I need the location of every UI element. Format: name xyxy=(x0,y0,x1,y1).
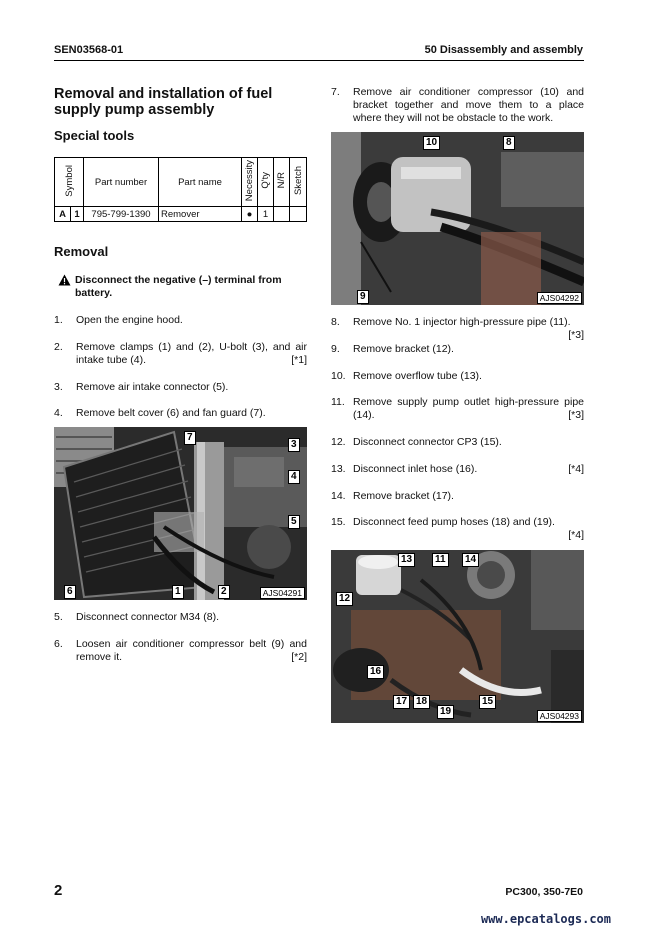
callout-16: 16 xyxy=(367,665,384,679)
page-number: 2 xyxy=(54,882,63,899)
callout-15: 15 xyxy=(479,695,496,709)
callout-12: 12 xyxy=(336,592,353,606)
step-3: 3. Remove air intake connector (5). xyxy=(54,381,229,393)
special-tools-table xyxy=(54,157,307,222)
step-13: 13. Disconnect inlet hose (16). [*4] xyxy=(331,463,584,475)
cell-part-name: Remover xyxy=(159,207,242,222)
callout-10: 10 xyxy=(423,136,440,150)
callout-18: 18 xyxy=(413,695,430,709)
step-1: 1. Open the engine hood. xyxy=(54,314,183,326)
callout-1: 1 xyxy=(172,585,184,599)
callout-9: 9 xyxy=(357,290,369,304)
cell-symbol: A xyxy=(55,207,71,222)
cell-part-number: 795-799-1390 xyxy=(84,207,159,222)
cell-sketch xyxy=(290,207,307,222)
callout-6: 6 xyxy=(64,585,76,599)
cell-nr xyxy=(274,207,290,222)
removal-heading: Removal xyxy=(54,244,109,259)
figure-code: AJS04293 xyxy=(537,710,582,722)
step-10: 10. Remove overflow tube (13). xyxy=(331,370,482,382)
callout-11: 11 xyxy=(432,553,449,567)
step-2: 2. Remove clamps (1) and (2), U-bolt (3), and air intake tube (4). [*1] xyxy=(54,341,307,366)
figure-code: AJS04292 xyxy=(537,292,582,304)
warning-note xyxy=(58,274,308,300)
doc-code: SEN03568-01 xyxy=(54,44,124,56)
callout-7: 7 xyxy=(184,431,196,445)
warning-icon xyxy=(58,274,71,290)
step-14: 14. Remove bracket (17). xyxy=(331,490,454,502)
col-part-name: Part name xyxy=(159,158,242,207)
step-9: 9. Remove bracket (12). xyxy=(331,343,454,355)
special-tools-heading: Special tools xyxy=(54,128,135,143)
warning-text: Disconnect the negative (–) terminal from battery. xyxy=(75,274,282,299)
callout-17: 17 xyxy=(393,695,410,709)
step-7: 7. Remove air conditioner compressor (10) and bracket together and move them to a place where they will not be obstacle to the work. xyxy=(331,86,584,124)
header-rule xyxy=(54,60,584,61)
col-sketch: Sketch xyxy=(290,158,307,207)
watermark-site: www.epcatalogs.com xyxy=(480,912,611,926)
step-11: 11. Remove supply pump outlet high-pressure pipe (14). [*3] xyxy=(331,396,584,421)
step-6: 6. Loosen air conditioner compressor belt (9) and remove it. [*2] xyxy=(54,638,307,663)
cell-no: 1 xyxy=(71,207,84,222)
col-symbol: Symbol xyxy=(55,158,84,207)
callout-2: 2 xyxy=(218,585,230,599)
col-qty: Q'ty xyxy=(258,158,274,207)
col-part-number: Part number xyxy=(84,158,159,207)
step-5: 5. Disconnect connector M34 (8). xyxy=(54,611,219,623)
step-4: 4. Remove belt cover (6) and fan guard (7). xyxy=(54,407,266,419)
section-title: 50 Disassembly and assembly xyxy=(424,44,583,56)
page-title: Removal and installation of fuel supply pump assembly xyxy=(54,86,273,118)
callout-8: 8 xyxy=(503,136,515,150)
table-header-row xyxy=(55,158,307,207)
figure-code: AJS04291 xyxy=(260,587,305,599)
col-necessity: Necessity xyxy=(242,158,258,207)
cell-qty: 1 xyxy=(258,207,274,222)
figure-supply-pump-photo xyxy=(331,550,584,723)
col-nr: N/R xyxy=(274,158,290,207)
callout-4: 4 xyxy=(288,470,300,484)
callout-3: 3 xyxy=(288,438,300,452)
step-8: 8. Remove No. 1 injector high-pressure pipe (11). [*3] xyxy=(331,316,584,341)
callout-13: 13 xyxy=(398,553,415,567)
callout-5: 5 xyxy=(288,515,300,529)
callout-14: 14 xyxy=(462,553,479,567)
table-row xyxy=(55,207,307,222)
cell-necessity: ● xyxy=(242,207,258,222)
callout-19: 19 xyxy=(437,705,454,719)
step-15: 15. Disconnect feed pump hoses (18) and (19). [*4] xyxy=(331,516,584,541)
figure-air-intake-photo xyxy=(54,427,307,600)
step-12: 12. Disconnect connector CP3 (15). xyxy=(331,436,502,448)
figure-compressor-photo xyxy=(331,132,584,305)
model-name: PC300, 350-7E0 xyxy=(505,886,583,898)
